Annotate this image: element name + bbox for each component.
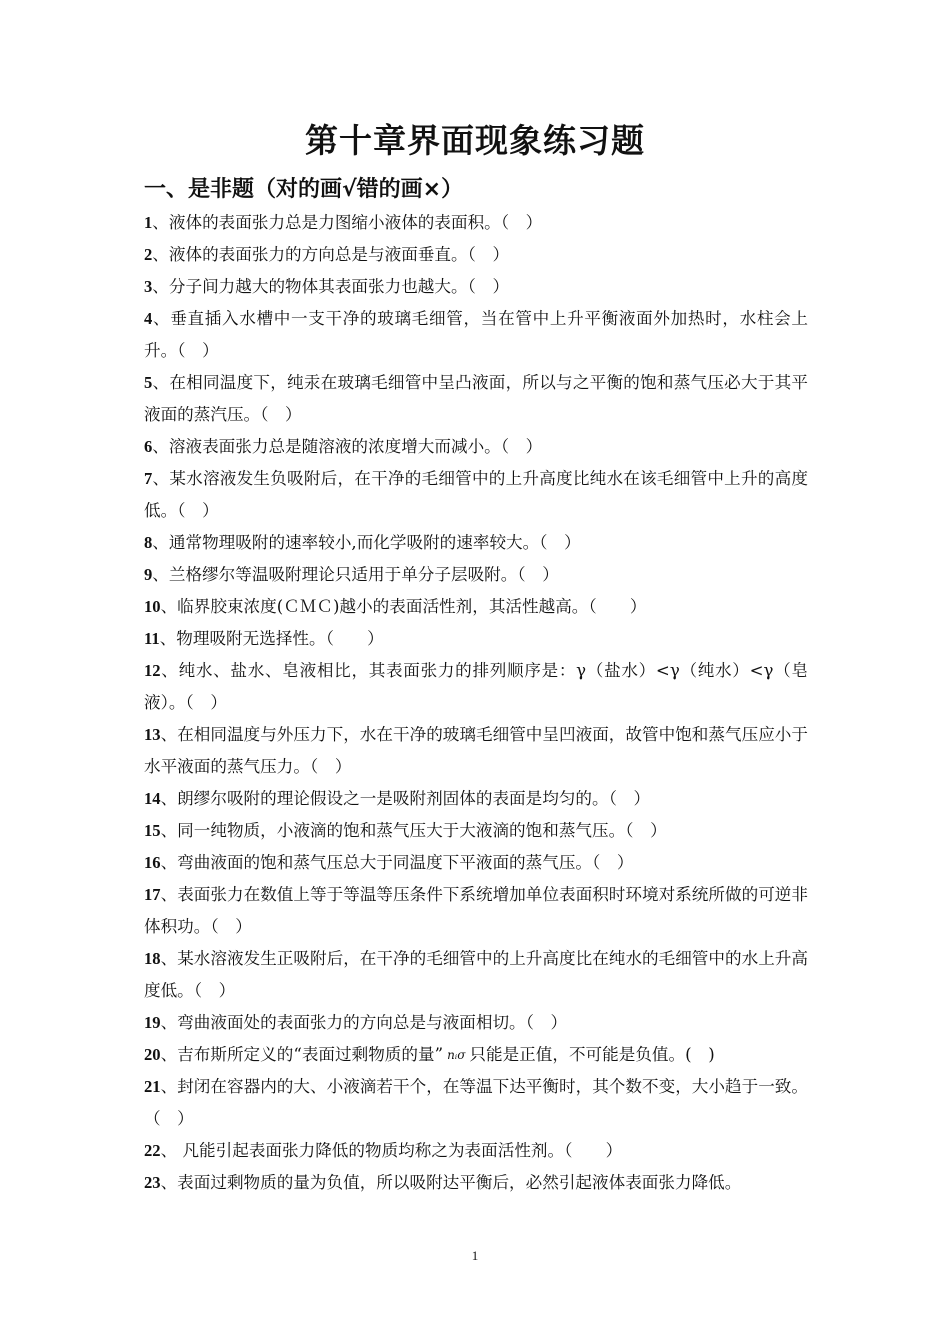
question-text: 、液体的表面张力的方向总是与液面垂直。（ ） [152,245,510,264]
question-number: 15 [144,821,161,840]
question-text: 、 凡能引起表面张力降低的物质均称之为表面活性剂。（ ） [160,1141,623,1160]
question-item [144,591,808,623]
question-text: 、液体的表面张力总是力图缩小液体的表面积。（ ） [152,213,543,232]
question-text: 、朗缪尔吸附的理论假设之一是吸附剂固体的表面是均匀的。（ ） [160,789,651,808]
question-item [144,207,808,239]
question-number: 1 [144,213,153,232]
question-text: 、纯水、盐水、皂液相比，其表面张力的排列顺序是：γ（盐水）<γ（纯水）<γ（皂液）。（ ） [144,661,808,712]
question-item [144,463,808,527]
question-text: 只能是正值，不可能是负值。( ) [469,1045,715,1064]
question-number: 19 [144,1013,161,1032]
question-item [144,1039,808,1071]
question-item [144,1135,808,1167]
question-text: 、临界胶束浓度(ＣＭＣ)越小的表面活性剂，其活性越高。（ ） [160,597,647,616]
question-text: 、表面过剩物质的量为负值，所以吸附达平衡后，必然引起液体表面张力降低。 [160,1173,742,1192]
question-text: 、同一纯物质，小液滴的饱和蒸气压大于大液滴的饱和蒸气压。（ ） [160,821,667,840]
question-text: 、某水溶液发生正吸附后，在干净的毛细管中的上升高度比在纯水的毛细管中的水上升高度低。（ ） [144,949,808,1000]
question-text: 、分子间力越大的物体其表面张力也越大。（ ） [152,277,510,296]
question-item [144,1007,808,1039]
question-item [144,847,808,879]
question-text: 、弯曲液面的饱和蒸气压总大于同温度下平液面的蒸气压。（ ） [160,853,634,872]
question-number: 13 [144,725,161,744]
question-number: 4 [144,309,153,328]
question-item [144,1071,808,1135]
question-number: 22 [144,1141,161,1160]
question-number: 10 [144,597,161,616]
question-item [144,527,808,559]
question-number: 14 [144,789,161,808]
question-number: 3 [144,277,153,296]
question-item [144,943,808,1007]
question-item [144,815,808,847]
question-item [144,623,808,655]
question-text: 、某水溶液发生负吸附后，在干净的毛细管中的上升高度比纯水在该毛细管中上升的高度低。（ ） [144,469,808,520]
question-number: 17 [144,885,161,904]
question-item [144,367,808,431]
question-number: 5 [144,373,153,392]
question-number: 2 [144,245,153,264]
question-number: 7 [144,469,153,488]
question-item [144,719,808,783]
question-item [144,303,808,367]
question-item [144,559,808,591]
question-number: 12 [144,661,161,680]
question-text: 、封闭在容器内的大、小液滴若干个，在等温下达平衡时，其个数不变，大小趋于一致。（ ） [144,1077,808,1128]
question-text: 、在相同温度下，纯汞在玻璃毛细管中呈凸液面，所以与之平衡的饱和蒸气压必大于其平液面的蒸汽压。（ ） [144,373,808,424]
question-item [144,239,808,271]
question-number: 16 [144,853,161,872]
question-number: 23 [144,1173,161,1192]
question-text: 、通常物理吸附的速率较小,而化学吸附的速率较大。（ ） [152,533,581,552]
question-text: 、物理吸附无选择性。（ ） [159,629,384,648]
question-number: 18 [144,949,161,968]
question-item [144,1167,808,1199]
question-text: 、弯曲液面处的表面张力的方向总是与液面相切。（ ） [160,1013,568,1032]
question-list [144,207,808,1199]
question-text: 、在相同温度与外压力下，水在干净的玻璃毛细管中呈凹液面，故管中饱和蒸气压应小于水平液面的蒸气压力。（ ） [144,725,808,776]
question-text: 、垂直插入水槽中一支干净的玻璃毛细管，当在管中上升平衡液面外加热时，水柱会上升。（ ） [144,309,808,360]
question-number: 8 [144,533,153,552]
question-item [144,431,808,463]
surface-excess-symbol: nᵢσ [447,1048,466,1062]
question-number: 11 [144,629,160,648]
question-text: 、兰格缪尔等温吸附理论只适用于单分子层吸附。（ ） [152,565,559,584]
question-item [144,783,808,815]
question-number: 6 [144,437,153,456]
question-number: 21 [144,1077,161,1096]
question-item [144,879,808,943]
question-item [144,271,808,303]
question-item [144,655,808,719]
question-text: 、溶液表面张力总是随溶液的浓度增大而减小。（ ） [152,437,543,456]
section-heading: 一、是非题（对的画√错的画×） [144,177,464,202]
question-text: 、吉布斯所定义的“表面过剩物质的量” [160,1045,444,1064]
page-number: 1 [471,1248,479,1263]
question-number: 20 [144,1045,161,1064]
question-number: 9 [144,565,153,584]
question-text: 、表面张力在数值上等于等温等压条件下系统增加单位表面积时环境对系统所做的可逆非体积功。（ ） [144,885,808,936]
page-title: 第十章界面现象练习题 [305,121,645,160]
